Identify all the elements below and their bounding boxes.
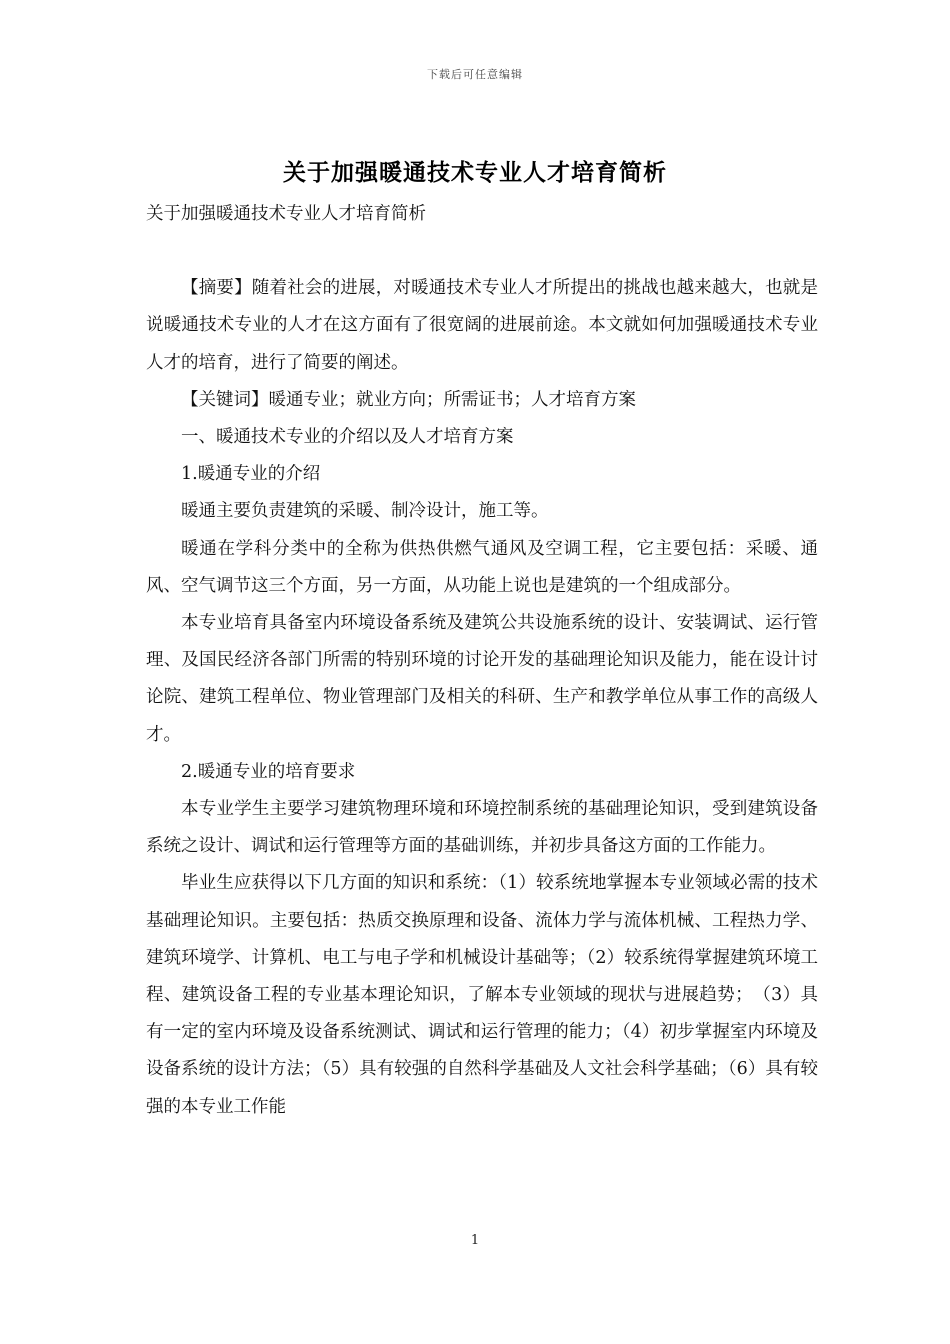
- body-paragraph: 暖通在学科分类中的全称为供热供燃气通风及空调工程，它主要包括：采暖、通风、空气调节这三个方面，另一方面，从功能上说也是建筑的一个组成部分。: [146, 538, 818, 596]
- document-body: [146, 196, 818, 1126]
- subsection-heading-2: 2.暖通专业的培育要求: [181, 761, 356, 782]
- abstract-paragraph: 【摘要】随着社会的进展，对暖通技术专业人才所提出的挑战也越来越大，也就是说暖通技术专业的人才在这方面有了很宽阔的进展前途。本文就如何加强暖通技术专业人才的培育，进行了简要的阐述。: [146, 278, 818, 373]
- body-paragraph: 本专业培育具备室内环境设备系统及建筑公共设施系统的设计、安装调试、运行管理、及国民经济各部门所需的特别环境的讨论开发的基础理论知识及能力，能在设计讨论院、建筑工程单位、物业管理部门及相关的科研、生产和教学单位从事工作的高级人才。: [146, 613, 818, 745]
- section-heading-1: 一、暖通技术专业的介绍以及人才培育方案: [181, 427, 514, 448]
- document-title: 关于加强暖通技术专业人才培育简析: [283, 159, 667, 186]
- header-note: 下载后可任意编辑: [427, 68, 523, 81]
- body-paragraph: 本专业学生主要学习建筑物理环境和环境控制系统的基础理论知识，受到建筑设备系统之设计、调试和运行管理等方面的基础训练，并初步具备这方面的工作能力。: [146, 799, 818, 857]
- body-paragraph: 毕业生应获得以下几方面的知识和系统：（1）较系统地掌握本专业领域必需的技术基础理论知识。主要包括：热质交换原理和设备、流体力学与流体机械、工程热力学、建筑环境学、计算机、电工与电子学和机械设计基础等；（2）较系统得掌握建筑环境工程、建筑设备工程的专业基本理论知识，了解本专业领域的现状与进展趋势； （3）具有一定的室内环境及设备系统测试、调试和运行管理的能力；（4）初步掌握室内环境及设备系统的设计方法；（5）具有较强的自然科学基础及人文社会科学基础；（6）具有较强的本专业工作能: [146, 873, 818, 1117]
- body-paragraph: 暖通主要负责建筑的采暖、制冷设计，施工等。: [181, 501, 549, 522]
- blank-line: [146, 233, 818, 270]
- keywords-paragraph: 【关键词】暖通专业；就业方向；所需证书；人才培育方案: [181, 389, 636, 410]
- subtitle-line: 关于加强暖通技术专业人才培育简析: [146, 204, 426, 224]
- subsection-heading-1: 1.暖通专业的介绍: [181, 464, 321, 485]
- page-number: 1: [470, 1233, 480, 1248]
